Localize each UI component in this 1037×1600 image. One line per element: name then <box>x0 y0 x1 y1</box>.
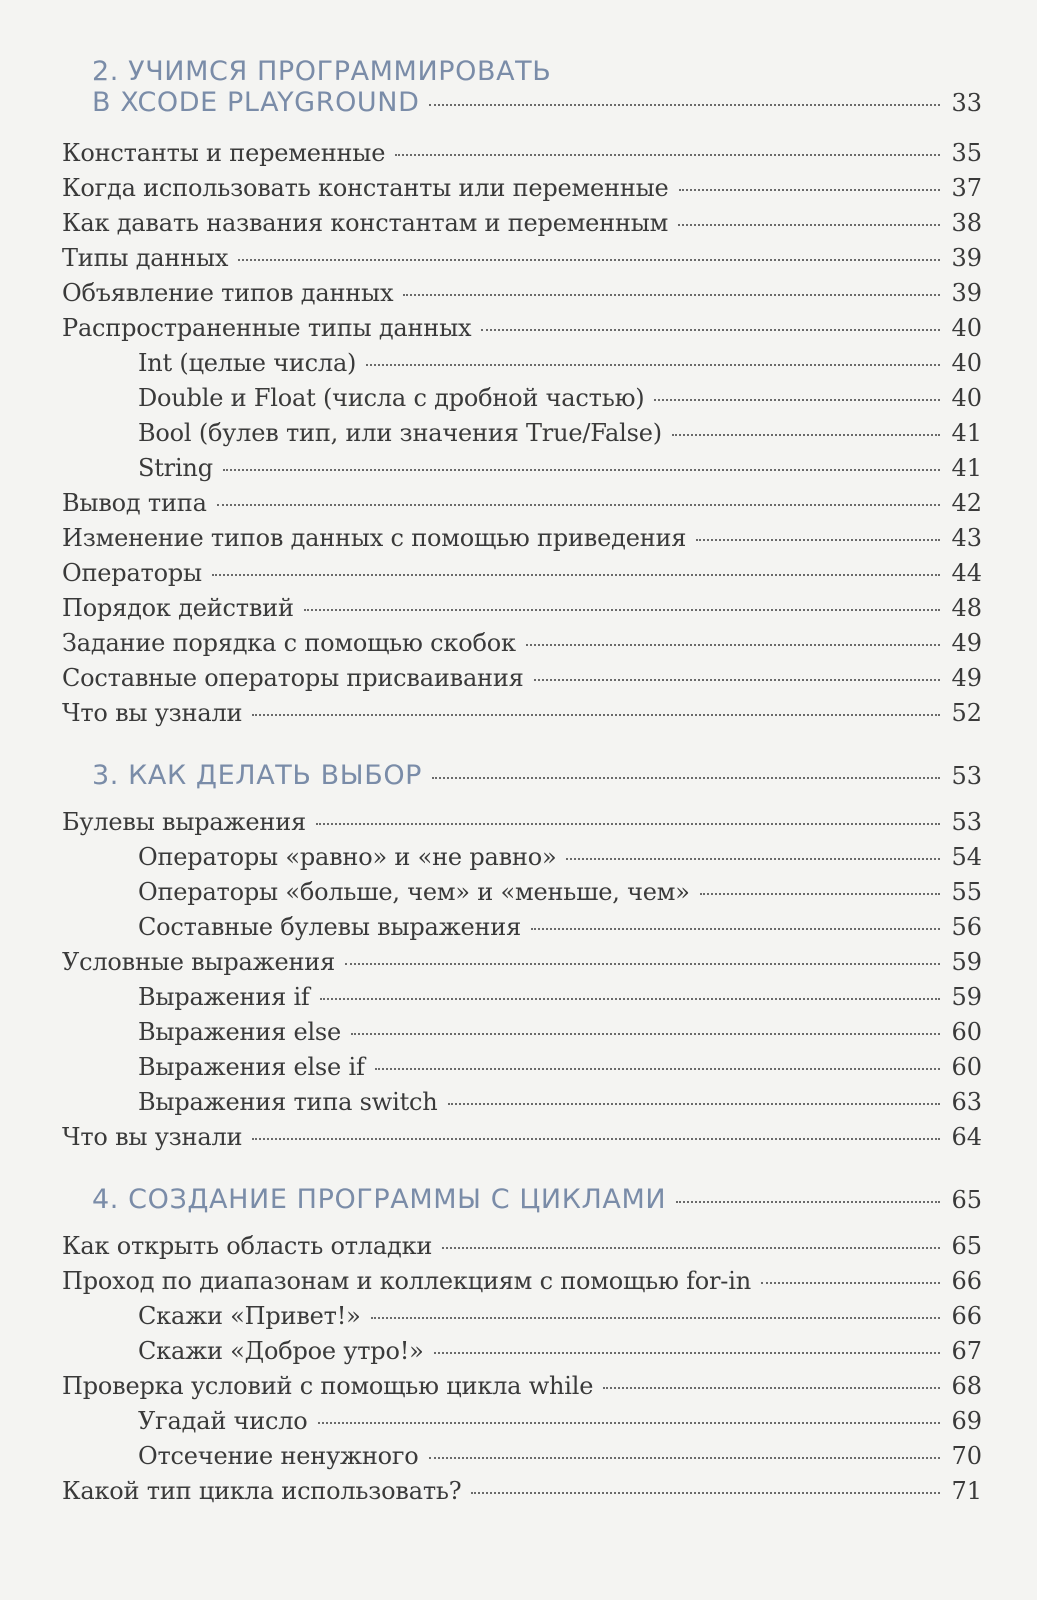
dot-leader <box>252 1138 940 1140</box>
page-number: 59 <box>951 948 982 976</box>
entry-title: Скажи «Привет!» <box>138 1302 361 1330</box>
toc-subentry-row <box>138 1335 982 1367</box>
page-number: 41 <box>951 419 982 447</box>
dot-leader <box>217 504 940 506</box>
toc-chapter-row <box>92 1184 982 1216</box>
entry-title: Распространенные типы данных <box>62 314 472 342</box>
dot-leader <box>603 1387 940 1389</box>
dot-leader <box>345 963 940 965</box>
page-number: 64 <box>951 1123 982 1151</box>
page-number: 44 <box>951 559 982 587</box>
page-number: 60 <box>951 1053 982 1081</box>
dot-leader <box>366 364 940 366</box>
page-number: 53 <box>951 762 982 790</box>
entry-title: Задание порядка с помощью скобок <box>62 629 516 657</box>
entry-title: Типы данных <box>62 244 229 272</box>
toc-entry-row <box>62 1370 982 1402</box>
toc-chapter-row <box>92 760 982 792</box>
toc-entry-row <box>62 1265 982 1297</box>
page-number: 48 <box>951 594 982 622</box>
dot-leader <box>566 858 940 860</box>
toc-entry-row <box>62 697 982 729</box>
page-number: 42 <box>951 489 982 517</box>
entry-title: Проверка условий с помощью цикла while <box>62 1372 594 1400</box>
dot-leader <box>481 329 940 331</box>
page-number: 40 <box>951 314 982 342</box>
toc-entry-row <box>62 312 982 344</box>
entry-title: Объявление типов данных <box>62 279 394 307</box>
dot-leader <box>223 469 940 471</box>
toc-subentry-row <box>138 452 982 484</box>
page-number: 65 <box>951 1232 982 1260</box>
page-number: 40 <box>951 349 982 377</box>
dot-leader <box>696 539 940 541</box>
page-number: 68 <box>951 1372 982 1400</box>
toc-subentry-row <box>138 1016 982 1048</box>
chapter-title: 4. СОЗДАНИЕ ПРОГРАММЫ С ЦИКЛАМИ <box>92 1184 667 1215</box>
page-number: 60 <box>951 1018 982 1046</box>
page-number: 55 <box>951 878 982 906</box>
page-number: 52 <box>951 699 982 727</box>
page-number: 35 <box>951 139 982 167</box>
dot-leader <box>526 644 940 646</box>
dot-leader <box>395 154 940 156</box>
toc-subentry-row <box>138 1051 982 1083</box>
page-number: 39 <box>951 279 982 307</box>
entry-title: Операторы <box>62 559 202 587</box>
toc-entry-row <box>62 242 982 274</box>
page-number: 33 <box>951 89 982 117</box>
dot-leader <box>318 1422 940 1424</box>
dot-leader <box>534 679 940 681</box>
entry-title: Угадай число <box>138 1407 308 1435</box>
entry-title: Int (целые числа) <box>138 349 357 377</box>
toc-entry-row <box>62 172 982 204</box>
dot-leader <box>676 1201 940 1203</box>
toc-entry-row <box>62 557 982 589</box>
toc-entry-row <box>62 806 982 838</box>
dot-leader <box>429 104 940 106</box>
dot-leader <box>212 574 940 576</box>
page-number: 53 <box>951 808 982 836</box>
dot-leader <box>434 1352 940 1354</box>
toc-entry-row <box>62 592 982 624</box>
entry-title: Что вы узнали <box>62 699 243 727</box>
entry-title: Составные булевы выражения <box>138 913 522 941</box>
entry-title: Операторы «больше, чем» и «меньше, чем» <box>138 878 690 906</box>
toc-entry-row <box>62 137 982 169</box>
entry-title: Как давать названия константам и переменным <box>62 209 669 237</box>
dot-leader <box>371 1317 940 1319</box>
page-number: 66 <box>951 1302 982 1330</box>
toc-entry-row <box>62 277 982 309</box>
entry-title: String <box>138 454 213 482</box>
entry-title: Выражения else if <box>138 1053 365 1081</box>
dot-leader <box>316 823 940 825</box>
dot-leader <box>351 1033 940 1035</box>
toc-subentry-row <box>138 911 982 943</box>
toc-entry-row <box>62 1475 982 1507</box>
chapter-title-line1: 2. УЧИМСЯ ПРОГРАММИРОВАТЬ <box>92 56 552 87</box>
chapter-title: В XCODE PLAYGROUND <box>92 87 420 118</box>
dot-leader <box>403 294 940 296</box>
toc-subentry-row <box>138 417 982 449</box>
entry-title: Какой тип цикла использовать? <box>62 1477 462 1505</box>
entry-title: Когда использовать константы или переменные <box>62 174 669 202</box>
page-number: 71 <box>951 1477 982 1505</box>
toc-subentry-row <box>138 382 982 414</box>
chapter-title: 3. КАК ДЕЛАТЬ ВЫБОР <box>92 760 423 791</box>
toc-entry-row <box>62 522 982 554</box>
dot-leader <box>375 1068 940 1070</box>
entry-title: Изменение типов данных с помощью приведения <box>62 524 687 552</box>
dot-leader <box>252 714 940 716</box>
entry-title: Операторы «равно» и «не равно» <box>138 843 557 871</box>
dot-leader <box>432 777 940 779</box>
dot-leader <box>654 399 940 401</box>
entry-title: Вывод типа <box>62 489 207 517</box>
toc-entry-row <box>62 1121 982 1153</box>
toc-entry-row <box>62 1230 982 1262</box>
dot-leader <box>678 224 940 226</box>
dot-leader <box>304 609 940 611</box>
dot-leader <box>471 1492 940 1494</box>
page-number: 41 <box>951 454 982 482</box>
page-number: 56 <box>951 913 982 941</box>
toc-chapter-row <box>92 87 982 119</box>
page-number: 49 <box>951 629 982 657</box>
entry-title: Bool (булев тип, или значения True/False) <box>138 419 662 447</box>
dot-leader <box>700 893 940 895</box>
entry-title: Составные операторы присваивания <box>62 664 524 692</box>
entry-title: Скажи «Доброе утро!» <box>138 1337 424 1365</box>
page-number: 66 <box>951 1267 982 1295</box>
page-number: 70 <box>951 1442 982 1470</box>
entry-title: Булевы выражения <box>62 808 306 836</box>
dot-leader <box>442 1247 940 1249</box>
page-number: 39 <box>951 244 982 272</box>
toc-subentry-row <box>138 981 982 1013</box>
page-number: 49 <box>951 664 982 692</box>
toc-entry-row <box>62 487 982 519</box>
page-number: 40 <box>951 384 982 412</box>
page-number: 69 <box>951 1407 982 1435</box>
entry-title: Константы и переменные <box>62 139 386 167</box>
dot-leader <box>320 998 940 1000</box>
toc-entry-row <box>62 946 982 978</box>
entry-title: Выражения if <box>138 983 310 1011</box>
entry-title: Выражения else <box>138 1018 342 1046</box>
toc-subentry-row <box>138 841 982 873</box>
toc-subentry-row <box>138 1300 982 1332</box>
page-number: 37 <box>951 174 982 202</box>
dot-leader <box>429 1457 940 1459</box>
toc-subentry-row <box>138 1086 982 1118</box>
entry-title: Порядок действий <box>62 594 294 622</box>
toc-subentry-row <box>138 1440 982 1472</box>
page-number: 59 <box>951 983 982 1011</box>
dot-leader <box>761 1282 940 1284</box>
page-number: 43 <box>951 524 982 552</box>
entry-title: Double и Float (числа с дробной частью) <box>138 384 645 412</box>
toc-entry-row <box>62 627 982 659</box>
entry-title: Отсечение ненужного <box>138 1442 419 1470</box>
entry-title: Что вы узнали <box>62 1123 243 1151</box>
page-number: 67 <box>951 1337 982 1365</box>
page-number: 65 <box>951 1186 982 1214</box>
toc-entry-row <box>62 207 982 239</box>
page-number: 38 <box>951 209 982 237</box>
dot-leader <box>448 1103 940 1105</box>
dot-leader <box>679 189 940 191</box>
dot-leader <box>531 928 940 930</box>
page-number: 63 <box>951 1088 982 1116</box>
entry-title: Выражения типа switch <box>138 1088 438 1116</box>
page-number: 54 <box>951 843 982 871</box>
toc-subentry-row <box>138 876 982 908</box>
entry-title: Условные выражения <box>62 948 336 976</box>
toc-subentry-row <box>138 347 982 379</box>
entry-title: Как открыть область отладки <box>62 1232 433 1260</box>
toc-subentry-row <box>138 1405 982 1437</box>
dot-leader <box>672 434 940 436</box>
entry-title: Проход по диапазонам и коллекциям с помощью for-in <box>62 1267 751 1295</box>
toc-entry-row <box>62 662 982 694</box>
dot-leader <box>238 259 940 261</box>
